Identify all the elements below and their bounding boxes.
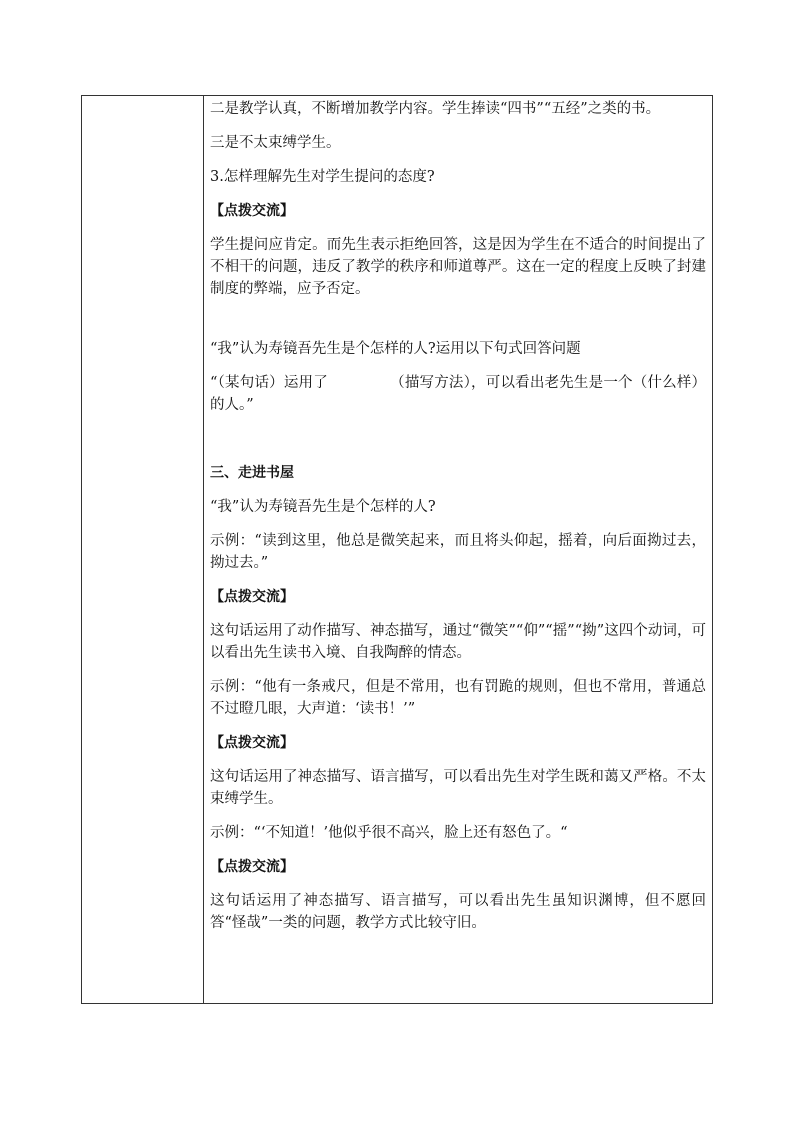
paragraph: 三是不太束缚学生。 xyxy=(210,135,341,151)
paragraph: 这句话运用了动作描写、神态描写，通过“微笑”“仰”“摇”“拗”这四个动词，可以看出先生读书入境、自我陶醉的情态。 xyxy=(210,623,706,661)
spacer xyxy=(210,428,706,462)
pattern-part-1: “（某句话）运用了 xyxy=(210,375,328,391)
sentence-pattern xyxy=(210,372,706,416)
paragraph: “我”认为寿镜吾先生是个怎样的人?运用以下句式回答问题 xyxy=(210,341,581,357)
paragraph: 二是教学认真，不断增加教学内容。学生捧读“四书”“五经”之类的书。 xyxy=(210,101,661,117)
question: 3.怎样理解先生对学生提问的态度? xyxy=(210,169,435,185)
spacer xyxy=(210,312,706,338)
discussion-heading: 【点拨交流】 xyxy=(210,589,294,605)
discussion-heading: 【点拨交流】 xyxy=(210,203,294,219)
column-divider xyxy=(203,96,204,1003)
example: 示例：“他有一条戒尺，但是不常用，也有罚跪的规则，但也不常用，普通总不过瞪几眼，大声道：‘读书！’” xyxy=(210,679,706,717)
discussion-heading: 【点拨交流】 xyxy=(210,859,294,875)
example: 示例：“‘不知道！’他似乎很不高兴，脸上还有怒色了。“ xyxy=(210,825,568,841)
content-cell xyxy=(210,98,706,946)
section-heading: 三、走进书屋 xyxy=(210,465,294,481)
paragraph: 学生提问应肯定。而先生表示拒绝回答，这是因为学生在不适合的时间提出了不相干的问题，违反了教学的秩序和师道尊严。这在一定的程度上反映了封建制度的弊端，应予否定。 xyxy=(210,237,706,297)
content-table xyxy=(81,95,713,1004)
example: 示例：“读到这里，他总是微笑起来，而且将头仰起，摇着，向后面拗过去，拗过去。” xyxy=(210,533,706,571)
paragraph: “我”认为寿镜吾先生是个怎样的人? xyxy=(210,499,436,515)
paragraph: 这句话运用了神态描写、语言描写，可以看出先生对学生既和蔼又严格。不太束缚学生。 xyxy=(210,769,706,807)
paragraph: 这句话运用了神态描写、语言描写，可以看出先生虽知识渊博，但不愿回答“怪哉”一类的问题，教学方式比较守旧。 xyxy=(210,893,706,931)
pattern-part-2: （描写方法），可以看出老先生是一个（什么样）的人。” xyxy=(210,375,706,413)
discussion-heading: 【点拨交流】 xyxy=(210,735,294,751)
